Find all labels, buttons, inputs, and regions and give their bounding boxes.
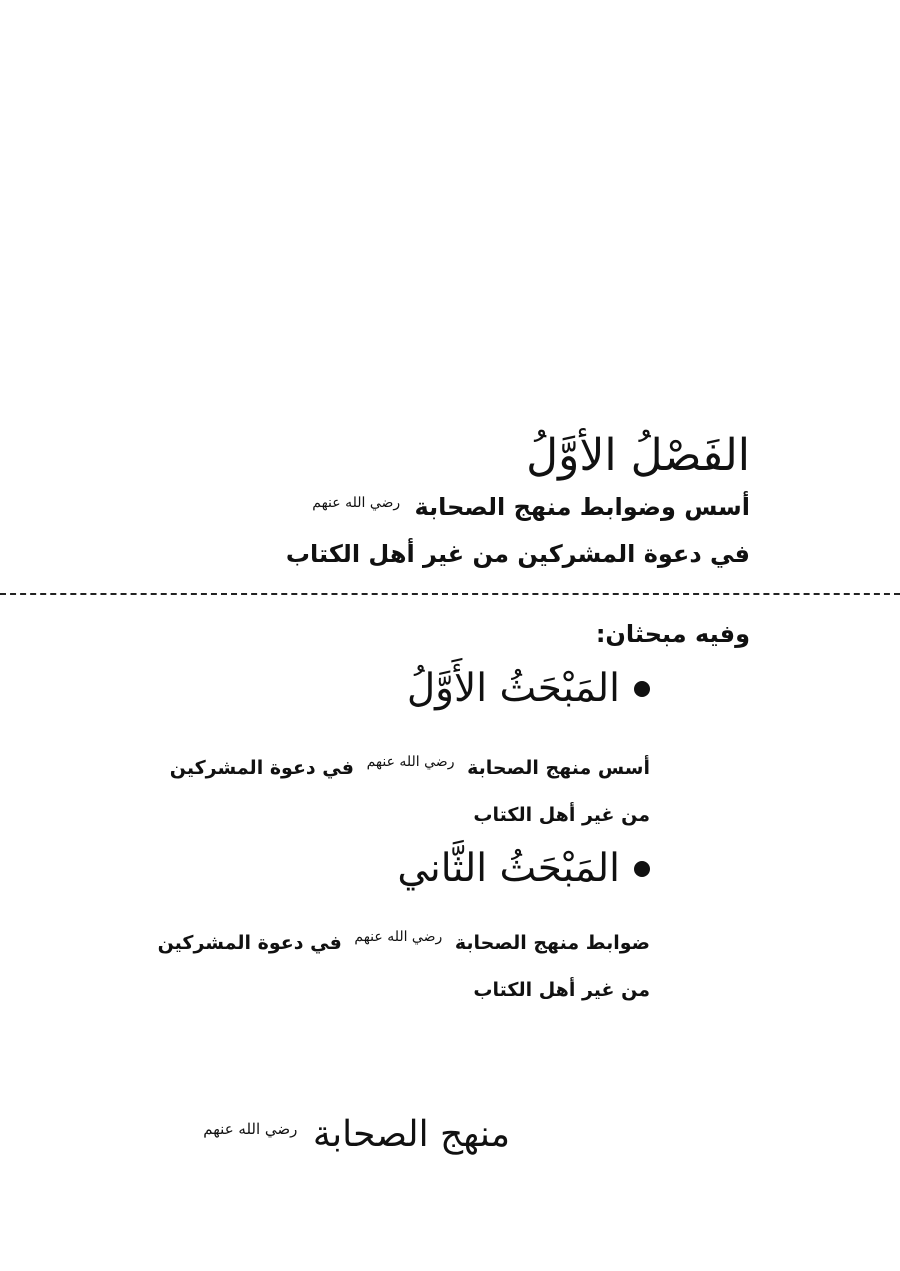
section-description-1 [170,745,650,838]
footer-title-text: منهج الصحابة [312,1114,510,1155]
footer-book-title [203,1114,510,1155]
section-2-text-before-honorific: ضوابط منهج الصحابة [454,932,650,954]
sections-intro: وفيه مبحثان: [595,620,750,648]
section-2-description-line-2: من غير أهل الكتاب [473,978,650,1001]
subtitle-main-text: أسس وضوابط منهج الصحابة [414,493,750,521]
section-1-text-before-honorific: أسس منهج الصحابة [467,757,650,779]
chapter-subtitle-line-1 [100,493,750,522]
section-2-description-line-1 [157,920,650,967]
section-title-1: المَبْحَثُ الأَوَّلُ [406,666,620,711]
section-1-description-line-1 [170,745,650,792]
section-1-text-after-honorific: في دعوة المشركين [169,757,354,779]
chapter-subtitle-line-2: في دعوة المشركين من غير أهل الكتاب [285,540,750,568]
section-2-honorific-mark: رضي الله عنهم [354,929,443,945]
section-title-2: المَبْحَثُ الثَّاني [397,846,620,891]
section-heading-1 [250,667,650,712]
section-2-text-after-honorific: في دعوة المشركين [157,932,342,954]
section-1-honorific-mark: رضي الله عنهم [366,754,455,770]
footer-honorific-mark: رضي الله عنهم [203,1120,298,1138]
bullet-icon [634,861,650,877]
section-heading-2 [250,847,650,892]
honorific-mark: رضي الله عنهم [312,495,401,511]
dashed-divider [0,593,900,595]
bullet-icon [634,681,650,697]
chapter-title: الفَصْلُ الأوَّلُ [526,430,750,482]
section-description-2 [157,920,650,1013]
section-1-description-line-2: من غير أهل الكتاب [473,803,650,826]
